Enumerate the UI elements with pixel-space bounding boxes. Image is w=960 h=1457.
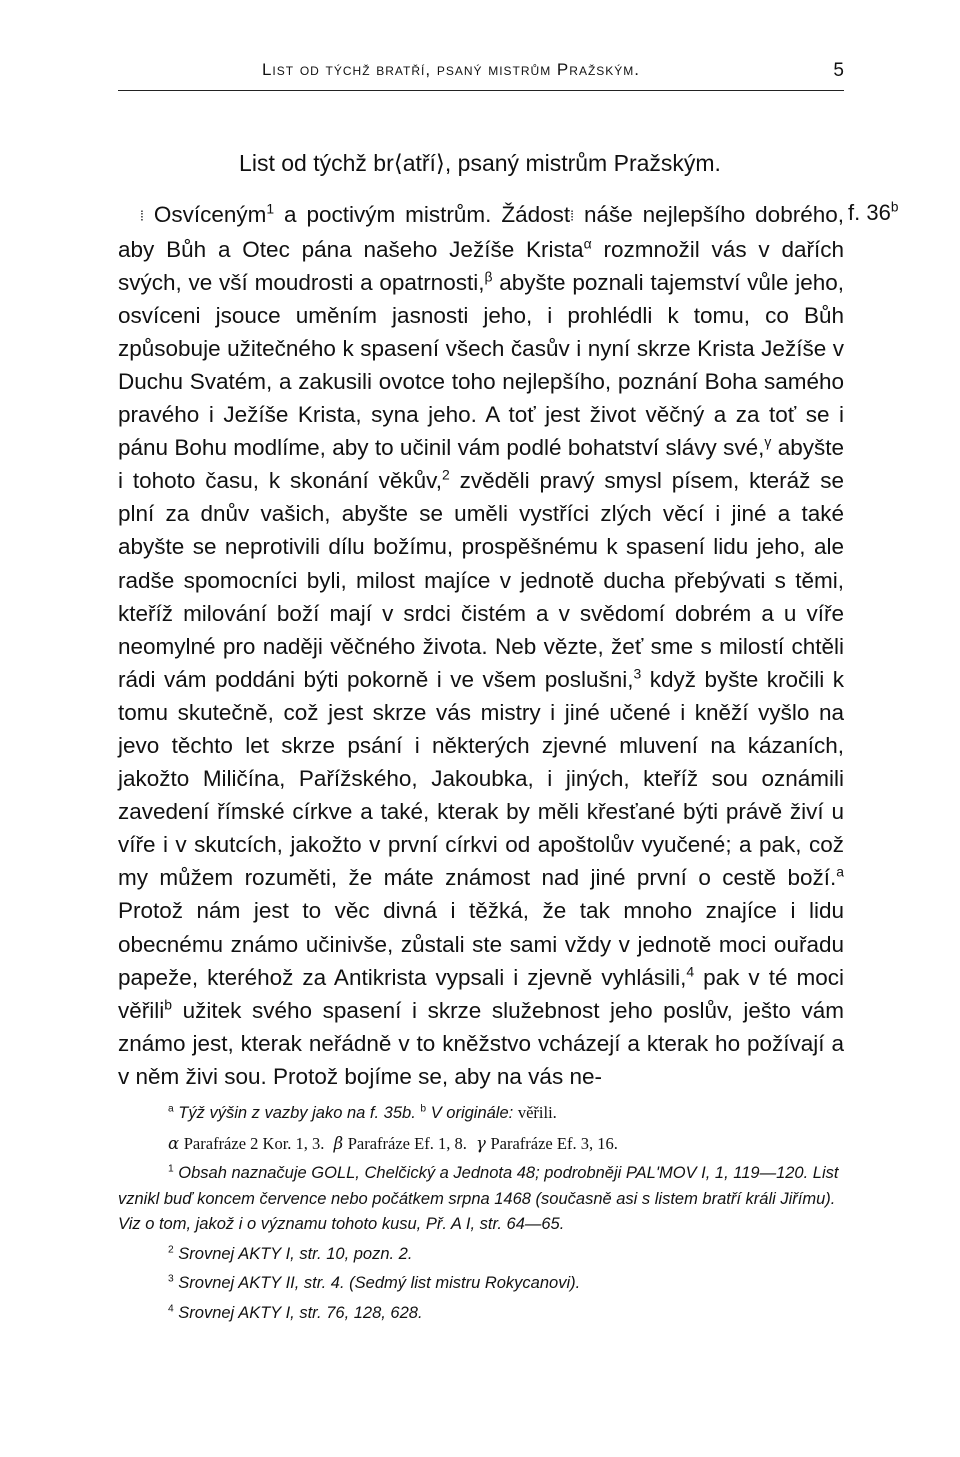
folio-side: b [890, 199, 899, 215]
footnote-ref-alpha: α [583, 235, 592, 252]
footnote-ref-2: 2 [442, 466, 450, 483]
footnote-ref-b: b [164, 996, 173, 1013]
footnote-1: $^1$ Obsah naznačuje GOLL, Chelčický a Jednota 48; podrobněji PAL'MOV I, 1, 119—120. List vznikl buď koncem července nebo počátkem srpna 1468 (současně asi s listem bratří králi Jiřímu). Viz o tom, jakož i o významu tohoto kusu, Př. A I, str. 64—65. [118, 1163, 839, 1233]
letter-body [118, 198, 844, 1093]
footnote-ref-3: 3 [633, 665, 642, 682]
running-title: List od týchž bratří, psaný mistrům Pražským. [261, 60, 641, 79]
footnote-ref-1: 1 [266, 200, 275, 217]
letter-title: List od týchž br⟨atří⟩, psaný mistrům Pražským. [239, 150, 721, 176]
footnote-ref-gamma: γ [764, 433, 772, 450]
footnote-ref-a: a [836, 863, 844, 880]
footnote-4: $^4$ Srovnej AKTY I, str. 76, 128, 628. [168, 1303, 423, 1322]
header-rule [118, 90, 844, 91]
footnote-ref-4: 4 [686, 963, 695, 980]
footnote-a: $^a$ Týž výšin z vazby jako na f. 35b. $^b$ V originále: věřili. [168, 1103, 557, 1122]
folio-margin-note [848, 200, 898, 226]
folio-number: f. 36 [848, 200, 891, 225]
footnote-greek: α Parafráze 2 Kor. 1, 3. β Parafráze Ef. 1, 8. γ Parafráze Ef. 3, 16. [168, 1133, 618, 1153]
footnotes [118, 1100, 844, 1330]
footnote-ref-beta: β [484, 268, 493, 285]
footnote-2: $^2$ Srovnej AKTY I, str. 10, pozn. 2. [168, 1244, 413, 1263]
body-paragraph: ⁞ Osvíceným$^1$ a poctivým mistrům. Žádost⁞ náše nejlepšího dobrého, aby Bůh a Otec pána našeho Ježíše Krista$^\alpha$ rozmnožil vás v dařích svých, ve vší moudrosti a opatrnosti,$^\beta$ abyšte poznali tajemství vůle jeho, osvíceni jsouce uměním jasnosti jeho, i prohlédli k tomu, co Bůh způsobuje užitečného k spasení všech časův i nyní skrze Krista Ježíše v Duchu Svatém, a zakusili ovotce toho nejlepšího, poznání Boha samého pravého i Ježíše Krista, syna jeho. A toť jest život věčný a za toť se i pánu Bohu modlíme, aby to učinil vám podlé bohatství slávy své,$^\gamma$ abyšte i tohoto času, k skonání věkův,$^2$ zvěděli pravý smysl písem, kteráž se plní za dnův vašich, abyšte se uměli vystříci zlých věcí i jiné a také abyšte se neprotivili dílu božímu, prospěšnému k spasení lidu jeho, ale radše spomocníci byli, milost majíce v jednotě ducha přebývati s těmi, kteříž milování boží mají v srdci čistém a v svědomí dobrém a u víře neomylné pro naději věčného života. Neb vězte, žeť sme s milostí chtěli rádi vám poddáni býti pokorně i ve všem poslušni,$^3$ když byšte kročili k tomu skutečně, což jest skrze vás mistry i jiné učené i kněží vyšlo na jevo těchto let skrze psání i některých zjevné mluvení na kázaních, jakožto Miličína, Pařížského, Jakoubka, i jiných, kteříž sou oznámili zavedení římské církve a také, kterak by měli křesťané býti právě živí u víře i v skutcích, jakožto v první církvi od apoštolův vyučené; a pak, což my můžem rozuměti, že máte známost nad jiné první o cestě boží.$^a$ Protož nám jest to věc divná i těžká, že tak mnoho znajíce i lidu obecnému známo učinivše, zůstali ste sami vždy v jednotě moci ouřadu papeže, kteréhož za Antikrista vypsali i zjevně vyhlásili,$^4$ pak v té moci věřili$^b$ užitek svého spasení i skrze služebnost jeho poslův, ješto vám známo jest, kterak neřádně v to kněžstvo vcházejí a kterak ho požívají a v něm živi sou. Protož bojíme se, aby na vás ne- [118, 200, 845, 1089]
page-number: 5 [833, 60, 844, 81]
running-header [118, 60, 844, 90]
section-marker: ⁞ [570, 207, 575, 224]
footnote-3: $^3$ Srovnej AKTY II, str. 4. (Sedmý list mistru Rokycanovi). [168, 1273, 581, 1292]
section-marker: ⁞ [140, 207, 144, 224]
